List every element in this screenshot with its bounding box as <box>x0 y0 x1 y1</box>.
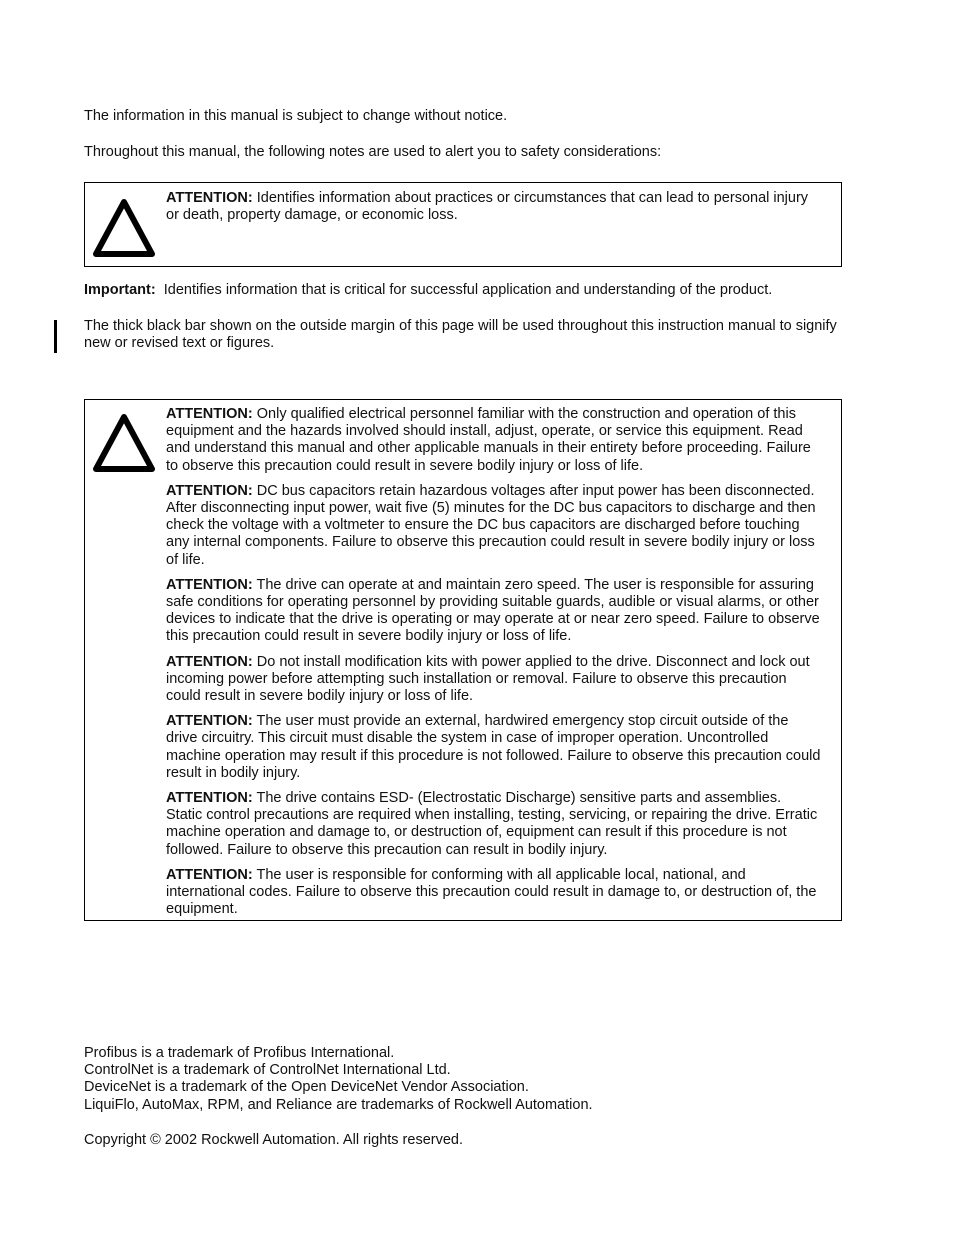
trademark-line: ControlNet is a trademark of ControlNet International Ltd. <box>84 1062 451 1079</box>
trademark-list <box>84 1045 844 1114</box>
attention-item: ATTENTION: The user must provide an external, hardwired emergency stop circuit outside of the drive circuitry. This circuit must disable the system in case of improper operation. Uncontrolled machine operation may result if this procedure is not followed. Failure to observe this precaution could result in bodily injury. <box>166 713 821 781</box>
copyright: Copyright © 2002 Rockwell Automation. All rights reserved. <box>84 1132 464 1148</box>
attention-item: ATTENTION: The drive can operate at and maintain zero speed. The user is responsible for assuring safe conditions for operating personnel by providing suitable guards, audible or visual alarms, or other devices to indicate that the drive is operating or may operate at or near zero speed. Failure to observe this precaution could result in severe bodily injury or loss of life. <box>166 576 820 645</box>
change-notice: The information in this manual is subject to change without notice. <box>84 108 508 124</box>
attention-item: ATTENTION: The drive contains ESD- (Electrostatic Discharge) sensitive parts and assemblies. Static control precautions are required when installing, testing, servicing, or repairing the drive. Erratic machine operation and damage to, or destruction of, equipment can result if this procedure is not followed. Failure to observe this precaution can result in bodily injury. <box>166 790 818 858</box>
attention-item: ATTENTION: Only qualified electrical personnel familiar with the construction and operation of this equipment and the hazards involved should install, adjust, operate, or service this equipment. Read and understand this manual and other applicable manuals in their entirety before proceeding. Failure to observe this precaution could result in severe bodily injury or loss of life. <box>166 406 811 474</box>
important-definition <box>84 282 844 299</box>
attention-definition <box>166 190 821 224</box>
revision-bar <box>54 320 57 353</box>
attention-label: ATTENTION: <box>166 190 253 206</box>
warning-triangle-icon <box>91 410 157 474</box>
important-text: Identifies information that is critical for successful application and understanding of the product. <box>163 282 773 298</box>
notes-intro: Throughout this manual, the following notes are used to alert you to safety considerations: <box>84 144 662 160</box>
attention-item: ATTENTION: The user is responsible for conforming with all applicable local, national, and international codes. Failure to observe this precaution could result in damage to, or destruction of, the equipment. <box>166 866 817 918</box>
attention-list <box>166 406 821 918</box>
trademark-line: DeviceNet is a trademark of the Open DeviceNet Vendor Association. <box>84 1079 529 1096</box>
attention-definition-text: Identifies information about practices or circumstances that can lead to personal injury or death, property damage, or economic loss. <box>166 190 809 224</box>
warning-triangle-icon <box>91 195 157 259</box>
attention-item: ATTENTION: DC bus capacitors retain hazardous voltages after input power has been disconnected. After disconnecting input power, wait five (5) minutes for the DC bus capacitors to discharge and then check the voltage with a voltmeter to ensure the DC bus capacitors are discharged before touching any internal components. Failure to observe this precaution could result in severe bodily injury or loss of life. <box>166 482 816 568</box>
trademark-line: Profibus is a trademark of Profibus International. <box>84 1045 395 1061</box>
attention-definition-box <box>84 182 842 267</box>
trademark-line: LiquiFlo, AutoMax, RPM, and Reliance are trademarks of Rockwell Automation. <box>84 1096 593 1113</box>
attention-warnings-box <box>84 399 842 921</box>
attention-item: ATTENTION: Do not install modification kits with power applied to the drive. Disconnect and lock out incoming power before attempting such installation or removal. Failure to observe this precaution could result in severe bodily injury or loss of life. <box>166 653 810 705</box>
important-label: Important: <box>84 282 156 298</box>
revision-note: The thick black bar shown on the outside margin of this page will be used throughout this instruction manual to signify new or revised text or figures. <box>84 318 837 352</box>
